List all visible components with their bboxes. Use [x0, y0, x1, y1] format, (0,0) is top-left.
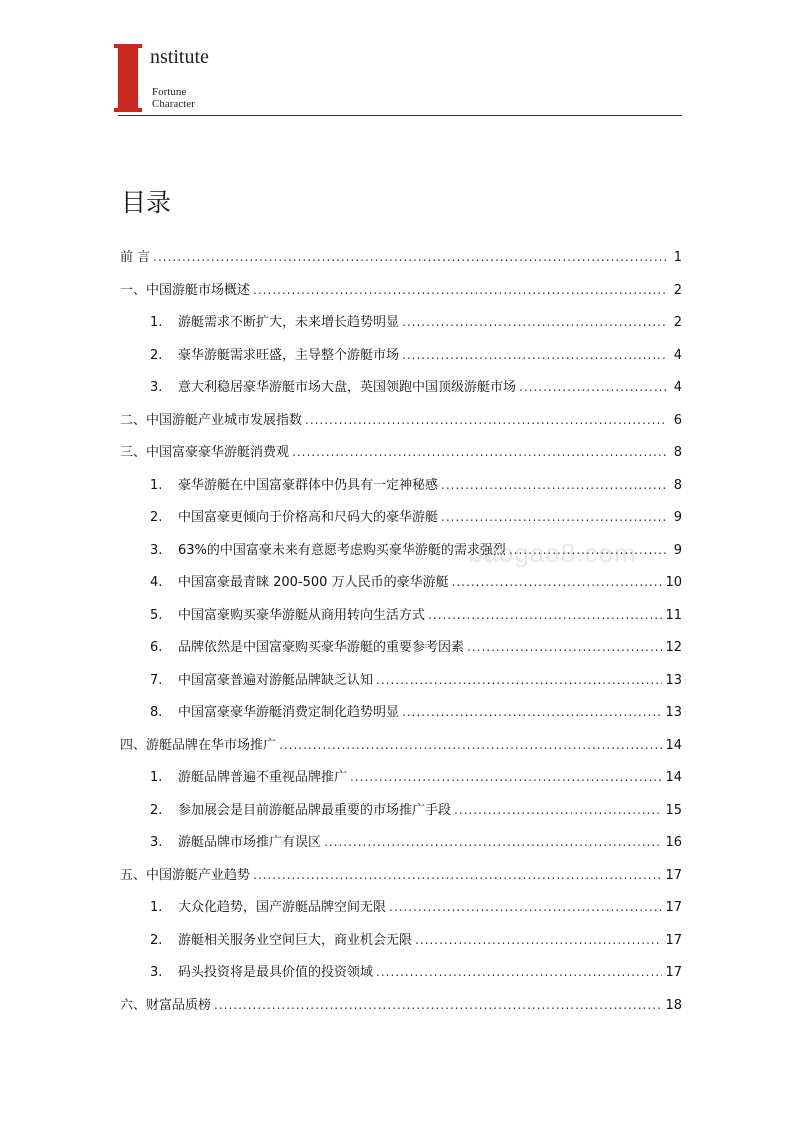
toc-entry-title: 游艇品牌普遍不重视品牌推广 — [178, 770, 348, 785]
toc-leader-dots — [292, 445, 667, 459]
toc-leader-dots — [519, 380, 667, 394]
toc-entry-title: 游艇需求不断扩大，未来增长趋势明显 — [178, 315, 400, 330]
header-divider — [118, 115, 682, 116]
toc-entry-page: 1 — [673, 250, 682, 265]
toc-entry-page: 14 — [665, 770, 682, 785]
toc-entry-number: 1. — [150, 900, 163, 915]
toc-entry-title: 码头投资将是最具价值的投资领域 — [178, 965, 374, 980]
toc-entry[interactable] — [120, 864, 682, 897]
toc-leader-dots — [402, 705, 662, 719]
toc-leader-dots — [402, 348, 667, 362]
toc-entry[interactable] — [120, 246, 682, 279]
toc-entry-page: 17 — [665, 867, 682, 883]
toc-entry-title: 意大利稳居豪华游艇市场大盘，英国领跑中国顶级游艇市场 — [178, 380, 517, 395]
toc-entry-page: 4 — [673, 380, 682, 395]
toc-entry-page: 8 — [673, 477, 682, 493]
toc-entry[interactable] — [120, 409, 682, 442]
toc-leader-dots — [376, 965, 662, 979]
toc-entry[interactable] — [120, 604, 682, 637]
toc-entry[interactable] — [120, 896, 682, 929]
toc-entry[interactable] — [120, 344, 682, 377]
toc-entry-page: 13 — [665, 705, 682, 720]
toc-entry-title: 一、中国游艇市场概述 — [120, 282, 251, 298]
toc-entry-page: 8 — [673, 445, 682, 460]
toc-leader-dots — [441, 478, 667, 492]
toc-entry[interactable] — [120, 734, 682, 767]
toc-entry-title: 二、中国游艇产业城市发展指数 — [120, 412, 303, 428]
toc-entry-page: 9 — [673, 510, 682, 525]
toc-entry-page: 2 — [673, 282, 682, 298]
toc-entry-page: 2 — [673, 315, 682, 330]
logo-line-character: Character — [152, 98, 195, 110]
logo-line-fortune: Fortune — [152, 86, 187, 98]
toc-entry-title: 豪华游艇需求旺盛，主导整个游艇市场 — [178, 347, 400, 363]
toc-entry-page: 17 — [665, 900, 682, 915]
toc-leader-dots — [454, 803, 662, 817]
toc-leader-dots — [153, 250, 667, 264]
toc-entry-title: 大众化趋势，国产游艇品牌空间无限 — [178, 900, 387, 915]
toc-entry[interactable] — [120, 929, 682, 962]
toc-entry[interactable] — [120, 376, 682, 409]
toc-entry-page: 18 — [665, 997, 682, 1013]
toc-entry-page: 6 — [673, 412, 682, 428]
toc-entry[interactable] — [120, 571, 682, 604]
institute-logo — [118, 44, 318, 116]
toc-leader-dots — [214, 998, 662, 1012]
toc-entry-title: 中国富豪普遍对游艇品牌缺乏认知 — [178, 672, 374, 688]
toc-entry-number: 5. — [150, 607, 163, 623]
toc-entry-title: 四、游艇品牌在华市场推广 — [120, 737, 277, 753]
toc-entry-number: 1. — [150, 770, 163, 785]
logo-word: nstitute — [150, 46, 209, 68]
toc-entry-title: 中国富豪更倾向于价格高和尺码大的豪华游艇 — [178, 510, 439, 525]
toc-entry-page: 4 — [673, 347, 682, 363]
page-title: 目录 — [121, 188, 172, 217]
toc-leader-dots — [467, 640, 662, 654]
toc-entry-number: 3. — [150, 380, 163, 395]
toc-entry-page: 17 — [665, 965, 682, 980]
toc-entry[interactable] — [120, 506, 682, 539]
toc-entry-page: 13 — [665, 672, 682, 688]
toc-entry[interactable] — [120, 311, 682, 344]
toc-entry-page: 11 — [665, 607, 682, 623]
toc-leader-dots — [279, 738, 662, 752]
toc-leader-dots — [402, 315, 667, 329]
toc-entry-title: 游艇相关服务业空间巨大，商业机会无限 — [178, 932, 413, 948]
toc-leader-dots — [253, 283, 667, 297]
toc-entry-page: 16 — [665, 835, 682, 850]
toc-entry-title: 中国富豪豪华游艇消费定制化趋势明显 — [178, 705, 400, 720]
toc-entry[interactable] — [120, 636, 682, 669]
toc-entry-title: 参加展会是目前游艇品牌最重要的市场推广手段 — [178, 802, 452, 818]
toc-leader-dots — [376, 673, 662, 687]
toc-entry[interactable] — [120, 831, 682, 864]
toc-leader-dots — [428, 608, 662, 622]
toc-entry-number: 2. — [150, 510, 163, 525]
toc-entry-title: 中国富豪购买豪华游艇从商用转向生活方式 — [178, 607, 426, 623]
toc-entry-number: 2. — [150, 347, 163, 363]
toc-entry-page: 17 — [665, 932, 682, 948]
toc-entry[interactable] — [120, 701, 682, 734]
toc-leader-dots — [415, 933, 662, 947]
watermark: baogao8.com — [468, 538, 637, 568]
table-of-contents — [120, 246, 682, 1026]
toc-entry-title: 三、中国富豪豪华游艇消费观 — [120, 445, 290, 460]
toc-entry[interactable] — [120, 474, 682, 507]
logo-red-i — [118, 44, 138, 112]
toc-entry-page: 15 — [665, 802, 682, 818]
toc-leader-dots — [441, 510, 667, 524]
toc-entry-page: 10 — [665, 575, 682, 590]
toc-entry-number: 4. — [150, 575, 163, 590]
toc-entry[interactable] — [120, 799, 682, 832]
toc-entry-number: 7. — [150, 672, 163, 688]
toc-entry[interactable] — [120, 441, 682, 474]
toc-entry-number: 6. — [150, 640, 163, 655]
toc-entry-number: 2. — [150, 802, 163, 818]
toc-entry-title: 前 言 — [120, 250, 151, 265]
toc-entry-page: 9 — [673, 542, 682, 558]
toc-entry-number: 3. — [150, 965, 163, 980]
toc-entry[interactable] — [120, 279, 682, 312]
toc-entry[interactable] — [120, 766, 682, 799]
toc-entry-title: 63%的中国富豪未来有意愿考虑购买豪华游艇的需求强烈 — [178, 542, 506, 558]
toc-leader-dots — [324, 835, 662, 849]
toc-entry-title: 豪华游艇在中国富豪群体中仍具有一定神秘感 — [178, 477, 439, 493]
toc-leader-dots — [350, 770, 662, 784]
toc-entry-title: 五、中国游艇产业趋势 — [120, 867, 251, 883]
toc-entry[interactable] — [120, 669, 682, 702]
toc-entry-number: 8. — [150, 705, 163, 720]
toc-entry-title: 游艇品牌市场推广有误区 — [178, 835, 322, 850]
toc-leader-dots — [452, 575, 663, 589]
toc-entry-page: 12 — [665, 640, 682, 655]
toc-entry-number: 1. — [150, 477, 163, 493]
toc-entry-title: 中国富豪最青睐 200-500 万人民币的豪华游艇 — [178, 575, 449, 590]
toc-leader-dots — [389, 900, 662, 914]
toc-entry[interactable] — [120, 994, 682, 1027]
toc-entry-number: 2. — [150, 932, 163, 948]
toc-entry-page: 14 — [665, 737, 682, 753]
toc-entry-number: 3. — [150, 542, 163, 558]
toc-entry-title: 六、财富品质榜 — [120, 997, 212, 1013]
toc-leader-dots — [305, 413, 667, 427]
toc-entry-number: 3. — [150, 835, 163, 850]
toc-entry-number: 1. — [150, 315, 163, 330]
toc-entry-title: 品牌依然是中国富豪购买豪华游艇的重要参考因素 — [178, 640, 465, 655]
toc-entry[interactable] — [120, 961, 682, 994]
toc-leader-dots — [253, 868, 662, 882]
